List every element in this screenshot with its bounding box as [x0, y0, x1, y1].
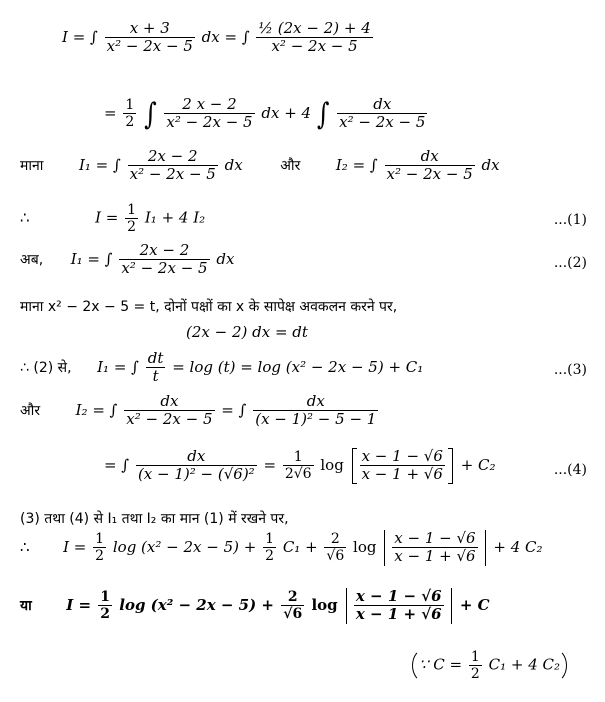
fraction: $\frac{1}{2}$	[265, 531, 275, 565]
eq-text: I₁ = ∫	[97, 357, 139, 376]
eq-line-5	[20, 242, 234, 278]
eq-text: C₁ + 4 C₂	[488, 655, 561, 674]
eq-lhs: I = ∫	[62, 27, 98, 46]
eq-line-2	[104, 96, 429, 132]
fraction: $\frac{2 x - 2}{\text{x² − 2x − 5}}$	[166, 95, 253, 132]
integral-sign: ∫	[316, 96, 330, 132]
fraction: $\frac{2x - 2}{\text{x² − 2x − 5}}$	[121, 241, 208, 278]
eq-text: I =	[66, 595, 92, 614]
eq-line-3	[20, 148, 500, 184]
eq-text: dx	[216, 249, 235, 268]
parenthesis-group	[412, 648, 567, 683]
fraction: $\frac{x - 1 - √6}{x - 1 + √6}$	[355, 587, 442, 624]
bracket	[352, 448, 453, 484]
hindi-text: माना	[20, 157, 44, 174]
equation-number: ...(2)	[553, 255, 587, 271]
fraction: $\frac{x - 1 - √6}{x - 1 + √6}$	[361, 447, 443, 484]
fraction: $\frac{x - 1 - √6}{x - 1 + √6}$	[394, 529, 476, 566]
fraction: $\frac{dx}{\text{x² − 2x − 5}}$	[126, 392, 213, 429]
eq-text: + C₂	[460, 455, 496, 474]
eq-text: = log (t) = log (x² − 2x − 5) + C₁	[172, 357, 424, 376]
equation-number: ...(1)	[553, 212, 587, 228]
fraction: $\frac{x + 3}{\text{x² − 2x − 5}}$	[106, 19, 193, 56]
equation-number: ...(4)	[553, 462, 587, 478]
eq-text: ∵ C =	[419, 655, 463, 674]
eq-text: I₁ = ∫	[70, 249, 113, 268]
hindi-text: या	[20, 597, 32, 614]
absolute-value	[384, 530, 485, 566]
hindi-text: अब,	[20, 251, 44, 268]
fraction: $\frac{2}{√6}$	[283, 589, 303, 623]
integral-sign: ∫	[144, 96, 157, 132]
log-text: log	[353, 537, 377, 556]
hindi-text: और	[20, 402, 41, 419]
therefore-sign: ∴	[20, 537, 30, 556]
eq-line-8	[20, 350, 423, 386]
eq-text: = ∫	[221, 400, 247, 419]
eq-text: + 4 C₂	[493, 537, 543, 556]
fraction: $\frac{dx}{\text{(x − 1)² − (√6)²}}$	[137, 447, 255, 484]
eq-text: log (x² − 2x − 5) +	[112, 537, 257, 556]
fraction: $\frac{1}{2}$	[95, 531, 105, 565]
equation-number: ...(3)	[553, 362, 587, 378]
eq-line-13	[20, 588, 490, 624]
therefore-sign: ∴	[20, 208, 30, 227]
eq-text: I₂ = ∫	[75, 400, 118, 419]
fraction: $\frac{2}{√6}$	[326, 531, 345, 565]
eq-text: =	[104, 103, 117, 122]
fraction: $\frac{\text{½ (2x − 2) + 4}}{\text{x² − 2x − 5}}$	[258, 19, 371, 56]
fraction: $\frac{dx}{\text{x² − 2x − 5}}$	[339, 95, 426, 132]
eq-text: log (x² − 2x − 5) +	[119, 595, 275, 614]
fraction: $\frac{dt}{t}$	[147, 349, 164, 386]
eq-text: dx = ∫	[201, 27, 250, 46]
log-text: log	[320, 455, 344, 474]
eq-text: dx	[481, 155, 500, 174]
hindi-text: ∴ (2) से,	[20, 359, 72, 376]
eq-line-1	[62, 20, 375, 56]
absolute-value	[346, 588, 452, 624]
fraction: $\frac{1}{2}$	[470, 649, 480, 683]
eq-text: dx	[224, 155, 243, 174]
fraction: $\frac{1}{2}$	[100, 589, 111, 623]
hindi-line: माना x² − 2x − 5 = t, दोनों पक्षों का x के सापेक्ष अवकलन करने पर,	[20, 299, 398, 315]
eq-line-12	[20, 530, 543, 566]
fraction: $\frac{1}{2}$	[127, 202, 137, 236]
eq-text: = ∫	[104, 455, 130, 474]
eq-text: + C	[459, 595, 490, 614]
log-text: log	[311, 595, 338, 614]
eq-line-7: (2x − 2) dx = dt	[186, 323, 308, 341]
fraction: $\frac{dx}{\text{(x − 1)² − 5 − 1}}$	[255, 392, 377, 429]
fraction: $\frac{1}{2}$	[125, 97, 135, 131]
eq-text: I =	[95, 208, 119, 227]
fraction: $\frac{dx}{\text{x² − 2x − 5}}$	[386, 147, 473, 184]
eq-line-14	[412, 648, 567, 683]
fraction: $\frac{1}{2√6}$	[284, 449, 312, 483]
eq-text: =	[263, 455, 277, 474]
eq-text: I₂ = ∫	[335, 155, 378, 174]
hindi-text: और	[280, 157, 301, 174]
eq-text: I₁ = ∫	[78, 155, 121, 174]
hindi-line: (3) तथा (4) से I₁ तथा I₂ का मान (1) में रखने पर,	[20, 511, 289, 527]
eq-text: dx + 4	[261, 103, 312, 122]
eq-text: C₁ +	[282, 537, 318, 556]
eq-text: I =	[63, 537, 87, 556]
eq-line-9	[20, 393, 380, 429]
eq-line-4	[20, 202, 587, 235]
eq-text: I₁ + 4 I₂	[144, 208, 206, 227]
eq-line-10	[104, 448, 496, 484]
fraction: $\frac{2x - 2}{\text{x² − 2x − 5}}$	[129, 147, 216, 184]
